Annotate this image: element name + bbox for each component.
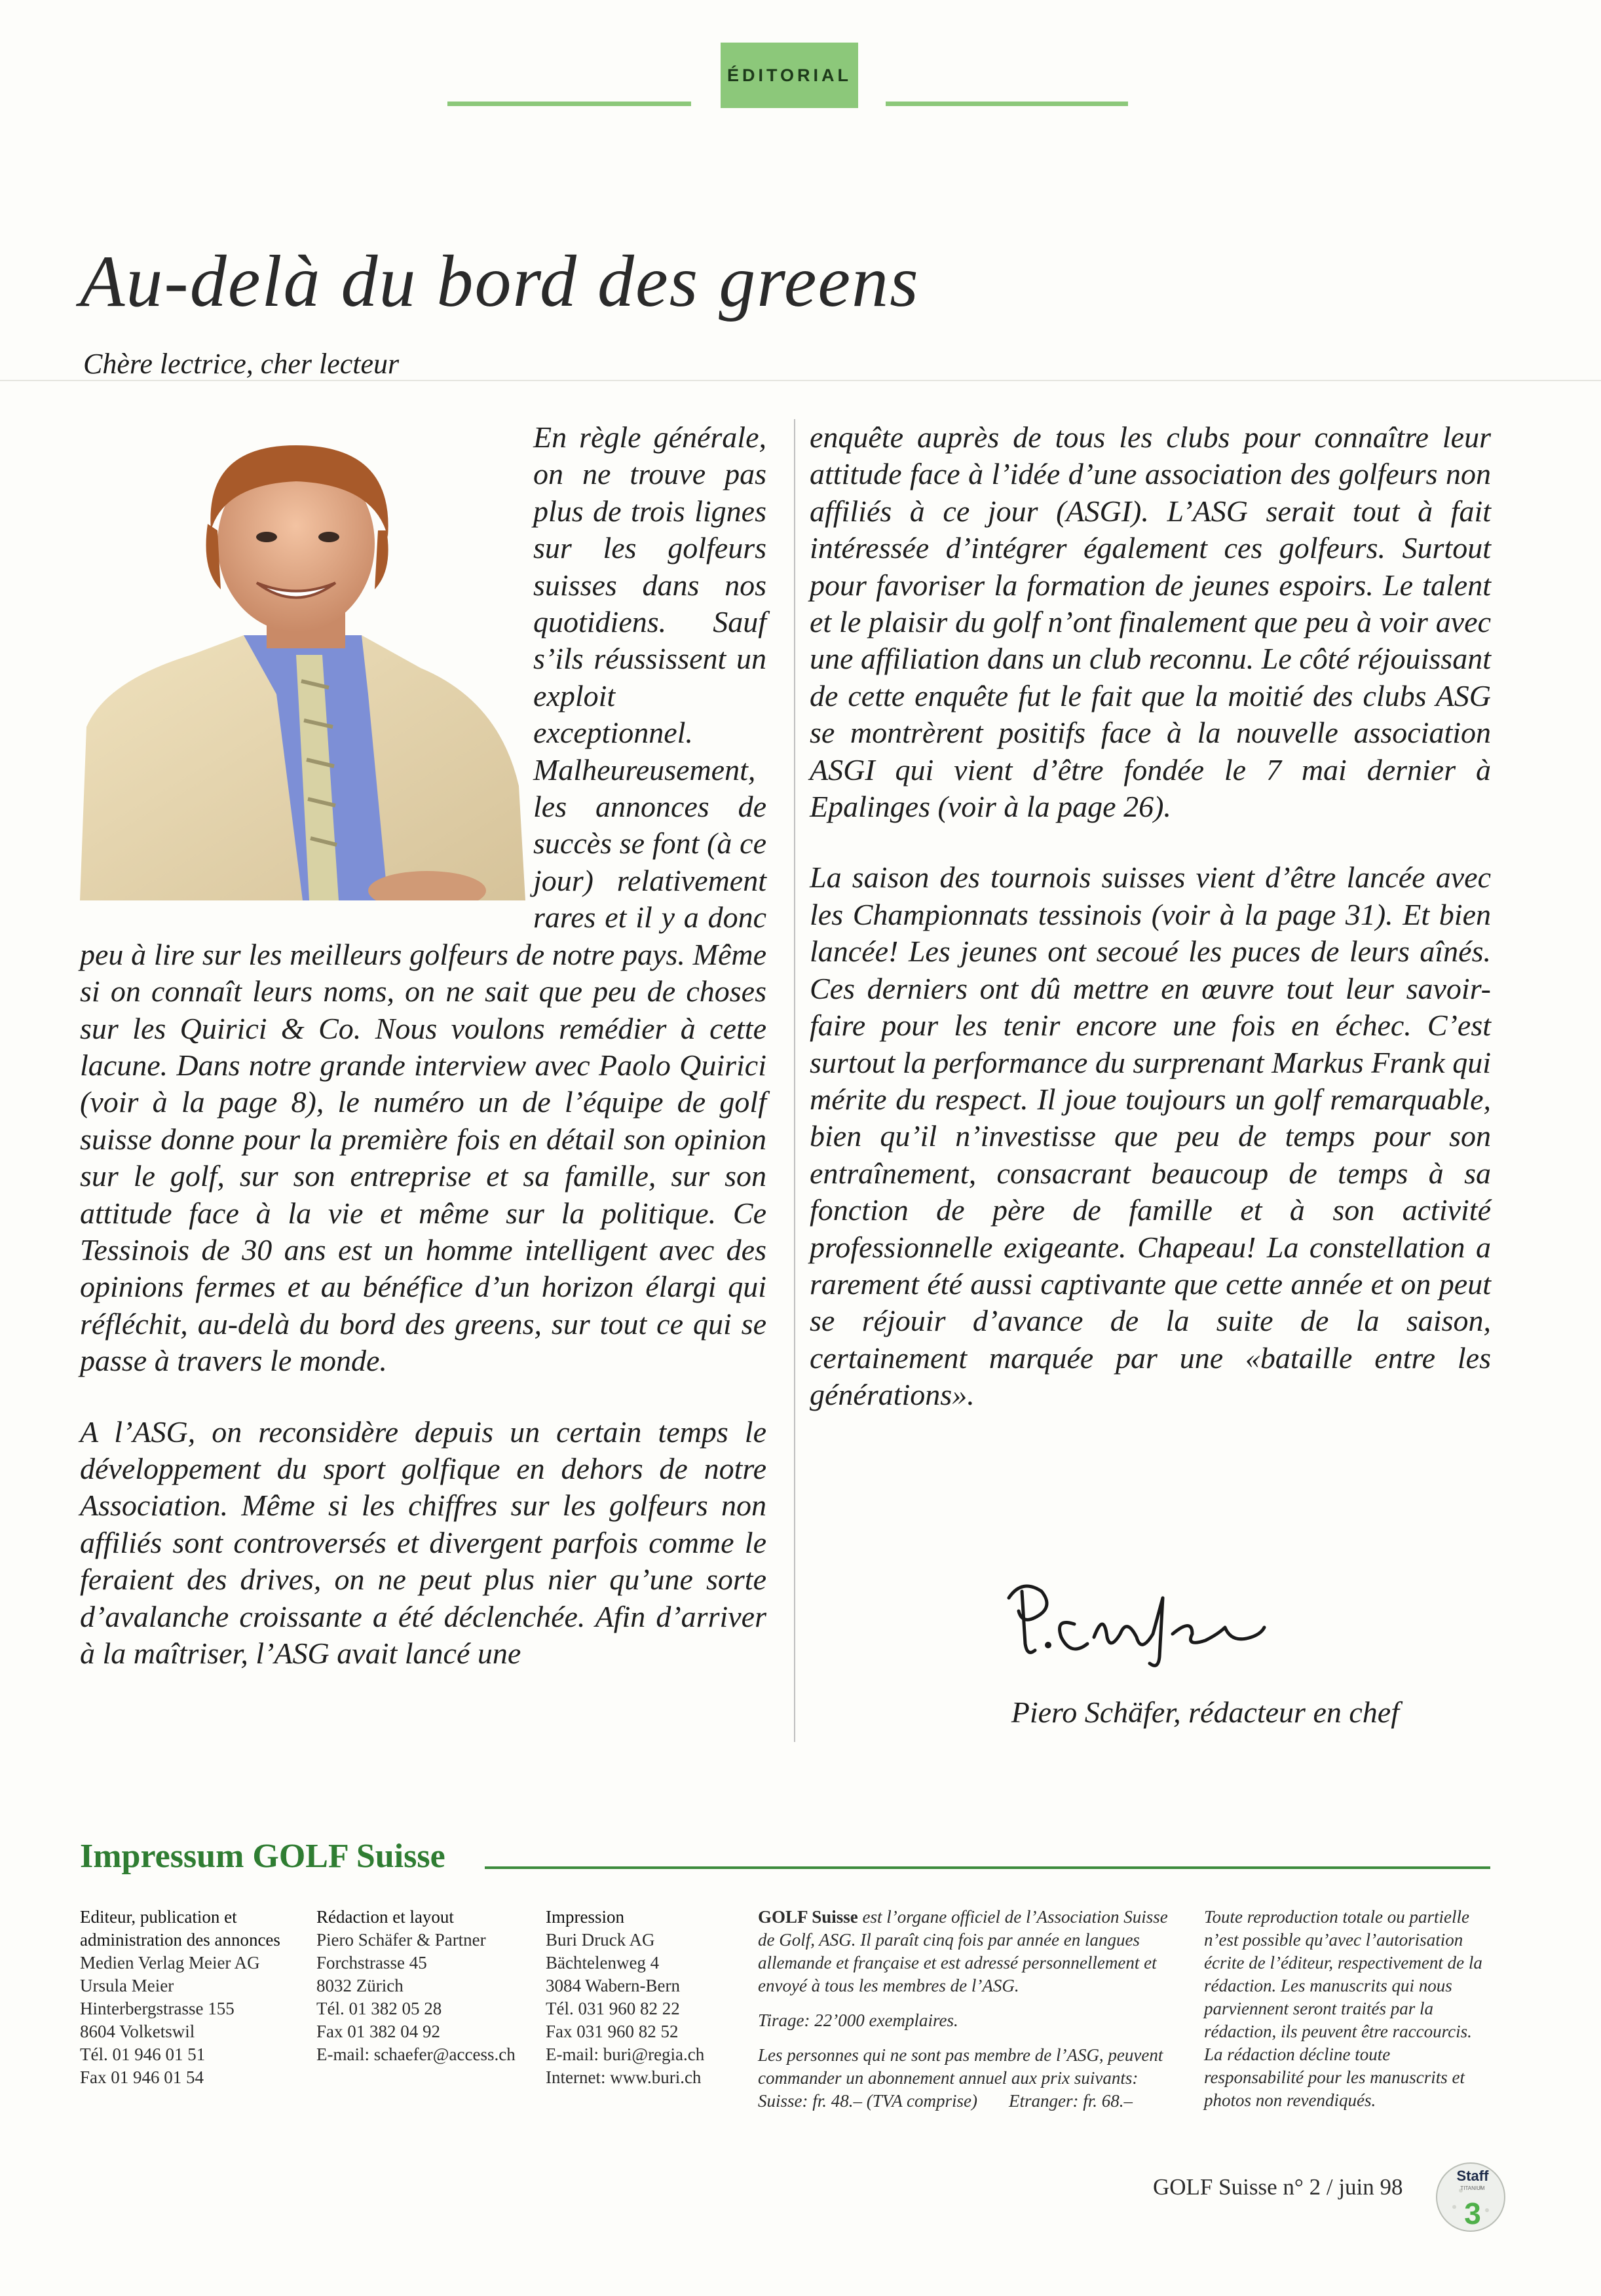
article-title: Au-delà du bord des greens [80,241,920,322]
badge-sub: TITANIUM [1460,2185,1485,2191]
impressum-line: E-mail: buri@regia.ch [546,2045,705,2064]
header-rule-left [447,102,691,106]
impressum-line: Tél. 01 382 05 28 [316,1999,442,2018]
impressum-rights-text: Toute reproduction totale ou partielle n’est possible qu’avec l’autorisation écrite de l’éditeur, respectivement de la rédaction. Les manuscrits qui nous parviennent seront traités par la rédaction, ils peuvent être raccourcis. La rédaction décline toute responsabilité pour les manuscrits et photos non revendiqués. [1204,1907,1482,2110]
impressum-rights [1204,1906,1492,2112]
paragraph: enquête auprès de tous les clubs pour connaître leur attitude face à l’idée d’une association des golfeurs non affiliés à ce jour (ASGI). L’ASG serait tout à fait intéressée d’intégrer également ces golfeurs. Surtout pour favoriser la formation de jeunes espoirs. Le talent et le plaisir du golf n’ont finalement que peu à voir avec une affiliation dans un club reconnu. Le côté réjouissant de cette enquête fut le fait que la moitié des clubs ASG se montrèrent positifs face à la nouvelle association ASGI qui vient d’être fondée le 7 mai dernier à Epalinges (voir à la page 26). [810,420,1491,824]
impressum-line: 8032 Zürich [316,1976,404,1995]
impressum-title: Impressum GOLF Suisse [80,1838,445,1875]
impressum-line: E-mail: schaefer@access.ch [316,2045,516,2064]
impressum-subscription: Les personnes qui ne sont pas membre de l’ASG, peuvent commander un abonnement annuel aux prix suivants: [758,2045,1163,2088]
badge-brand: Staff [1456,2168,1489,2184]
impressum-about-intro [758,1906,1184,1997]
impressum-heading: Impression [546,1907,624,1927]
price-etranger: Etranger: fr. 68.– [1008,2091,1133,2111]
signature-graphic [996,1572,1271,1676]
portrait-illustration [80,419,525,900]
section-tag: ÉDITORIAL [721,43,858,108]
signature-caption: Piero Schäfer, rédacteur en chef [1011,1695,1399,1729]
paragraph: La saison des tournois suisses vient d’être lancée avec les Championnats tessinois (voir à la page 31). Et bien lancée! Les jeunes ont secoué les puces de leurs aînés. Ces derniers ont dû mettre en œuvre tout leur savoir-faire pour les tenir encore une fois en échec. C’est surtout la performance du surprenant Markus Frank qui mérite du respect. Il joue toujours un golf remarquable, bien qu’il n’investisse que peu de temps pour son entraînement, consacrant beaucoup de temps à sa fonction de père de famille et à son activité professionnelle exigeante. Chapeau! La constellation a rarement été aussi captivante que cette année et on peut se réjouir d’avance de la suite de la saison, certainement marquée par une «bataille entre les générations». [810,861,1491,1412]
column-divider [794,419,795,1742]
impressum-heading: Editeur, publication et [80,1907,237,1927]
impressum-line: Tél. 01 946 01 51 [80,2045,206,2064]
header-rule-right [886,102,1128,106]
staff-golf-ball-icon [1435,2161,1507,2233]
impressum-editor [80,1906,306,2089]
impressum-heading: Rédaction et layout [316,1907,454,1927]
impressum-line: Tél. 031 960 82 22 [546,1999,680,2018]
right-column [810,419,1491,1414]
impressum-tirage: Tirage: 22’000 exemplaires. [758,2010,958,2030]
impressum-line: Medien Verlag Meier AG [80,1953,260,1972]
page-number: 3 [1464,2196,1481,2231]
impressum-line: Hinterbergstrasse 155 [80,1999,235,2018]
price-suisse: Suisse: fr. 48.– (TVA comprise) [758,2091,977,2111]
left-column [80,419,766,1672]
impressum-heading: administration des annonces [80,1930,280,1950]
impressum-redaction [316,1906,533,2066]
impressum-line: Piero Schäfer & Partner [316,1930,486,1950]
impressum-line: Fax 01 382 04 92 [316,2022,440,2041]
fold-line [0,380,1601,381]
impressum-line: Fax 031 960 82 52 [546,2022,679,2041]
impressum-line: Internet: www.buri.ch [546,2067,702,2087]
salutation: Chère lectrice, cher lecteur [83,348,400,380]
impressum-prices [758,2090,1184,2113]
impressum-line: Bächtelenweg 4 [546,1953,660,1972]
impressum-line: 3084 Wabern-Bern [546,1976,681,1995]
paragraph: En règle générale, on ne trouve pas plus de trois lignes sur les golfeurs suisses dans nos quotidiens. Sauf s’ils réussissent un exploit exceptionnel. Malheureusement, les annonces de succès se font (à ce jour) relativement rares et il y a donc peu à lire sur les meilleurs golfeurs de notre pays. Même si on connaît leurs noms, on ne sait que peu de choses sur les Quirici & Co. Nous voulons remédier à cette lacune. Dans notre grande interview avec Paolo Quirici (voir à la page 8), le numéro un de l’équipe de golf suisse donne pour la première fois en détail son opinion sur le golf, sur son entreprise et sa famille, sur son attitude face à la vie et même sur la politique. Ce Tessinois de 30 ans est un homme intelligent avec des opinions fermes et au bénéfice d’un horizon élargi qui réfléchit, au-delà du bord des greens, sur tout ce qui se passe à travers le monde. [80,420,766,1378]
impressum-line: Buri Druck AG [546,1930,655,1950]
impressum-intro-text: est l’organe officiel de l’Association Suisse de Golf, ASG. Il paraît cinq fois par année en langues allemande et française et est adressé personnellement et envoyé à tous les membres de l’ASG. [758,1907,1168,1995]
issue-label: GOLF Suisse n° 2 / juin 98 [1153,2174,1403,2200]
impressum-line: 8604 Volketswil [80,2022,195,2041]
author-portrait [80,419,525,900]
paragraph: A l’ASG, on reconsidère depuis un certain temps le développement du sport golfique en dehors de notre Association. Même si les chiffres sur les golfeurs non affiliés sont controversés et divergent parfois comme le feraient des drives, on ne peut plus nier qu’une sorte d’avalanche croissante a été déclenchée. Afin d’arriver à la maîtriser, l’ASG avait lancé une [80,1415,766,1670]
impressum-impression [546,1906,736,2089]
impressum-rule [485,1866,1490,1869]
impressum-line: Forchstrasse 45 [316,1953,427,1972]
impressum-line: Ursula Meier [80,1976,174,1995]
impressum-about [758,1906,1184,2113]
impressum-brand: GOLF Suisse [758,1907,858,1927]
impressum-line: Fax 01 946 01 54 [80,2067,204,2087]
